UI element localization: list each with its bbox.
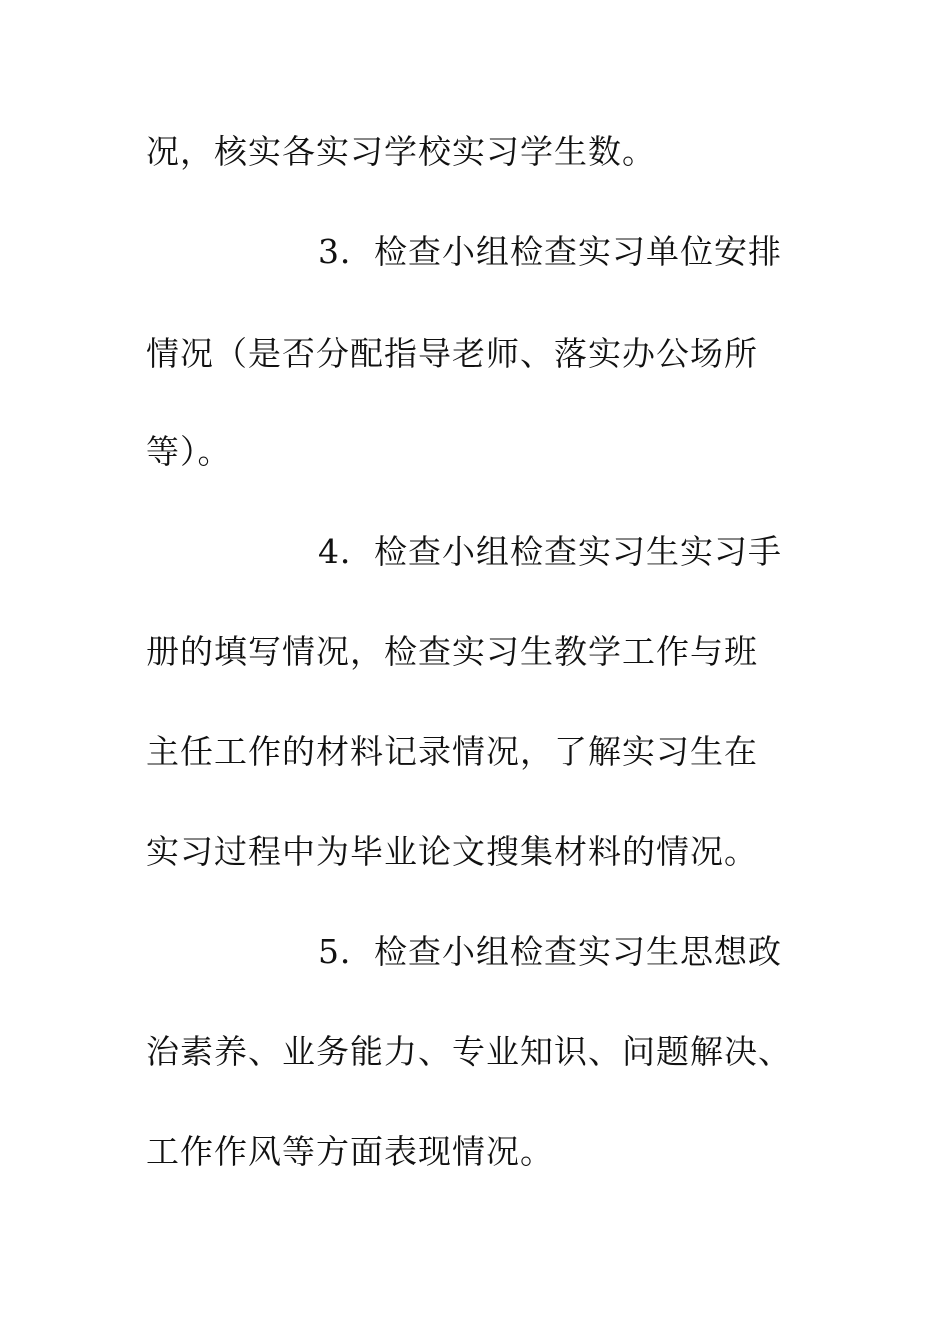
item-3-line-2: 情况（是否分配指导老师、落实办公场所 xyxy=(146,334,758,373)
item-3-line-3: 等）。 xyxy=(146,432,232,471)
paragraph-2-line-end: 况，核实各实习学校实习学生数。 xyxy=(146,132,656,171)
item-3-line-1: 3．检查小组检查实习单位安排 xyxy=(318,232,782,271)
item-5-line-2: 治素养、业务能力、专业知识、问题解决、 xyxy=(146,1032,792,1071)
item-4-line-2: 册的填写情况，检查实习生教学工作与班 xyxy=(146,632,758,671)
item-4-line-3: 主任工作的材料记录情况，了解实习生在 xyxy=(146,732,758,771)
item-4-line-4: 实习过程中为毕业论文搜集材料的情况。 xyxy=(146,832,758,871)
item-5-line-1: 5．检查小组检查实习生思想政 xyxy=(318,932,782,971)
item-4-line-1: 4．检查小组检查实习生实习手 xyxy=(318,532,782,571)
item-5-line-3: 工作作风等方面表现情况。 xyxy=(146,1132,554,1171)
